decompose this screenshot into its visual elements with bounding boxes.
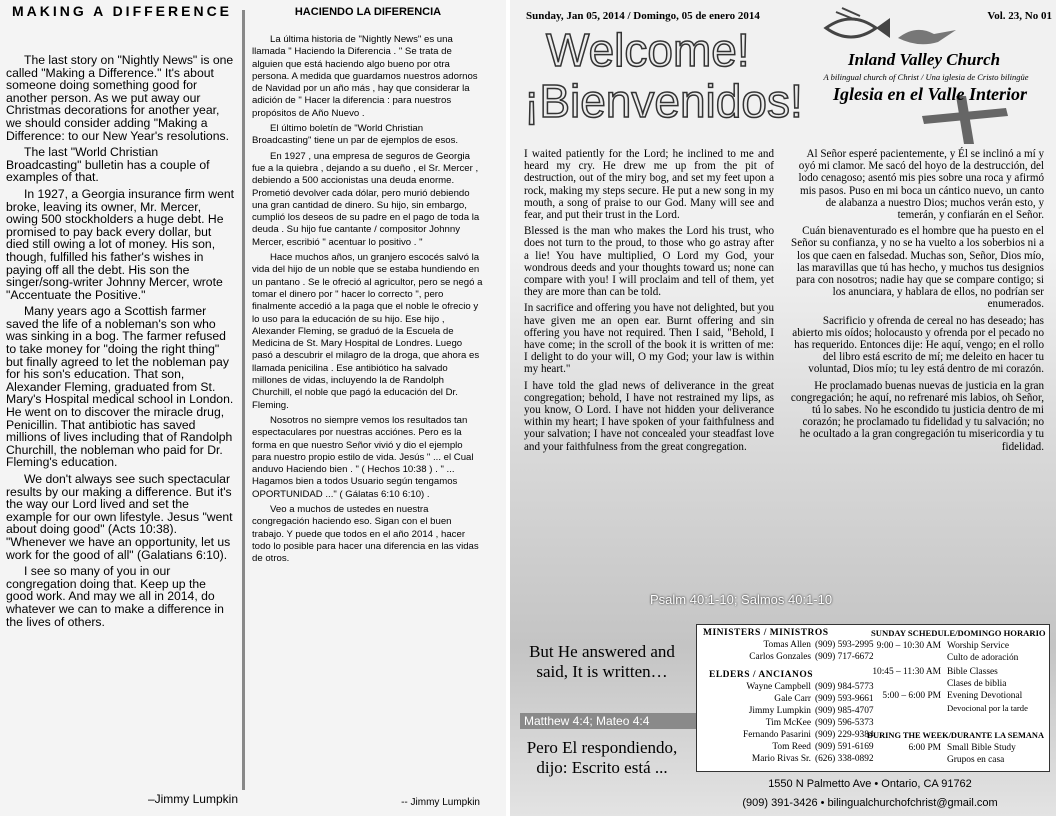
schedule-time: 9:00 – 10:30 AM	[876, 641, 941, 651]
welcome-heading: Welcome!	[546, 24, 750, 76]
elders-heading: ELDERS / ANCIANOS	[709, 670, 814, 680]
ministers-heading: MINISTERS / MINISTROS	[703, 628, 829, 638]
church-info-box	[696, 624, 1050, 772]
english-article-title: MAKING A DIFFERENCE	[11, 3, 233, 19]
dove-icon	[898, 30, 956, 44]
spanish-scripture	[790, 148, 1044, 457]
elder-name: Fernando Pasarini	[743, 730, 811, 740]
article-paragraph: The last story on "Nightly News" is one called "Making a Difference." It's about someone doing something good for another person. As we put away our Christmas decorations for another year, we should consider adding "Making a Difference: to our New Year's resolutions.	[6, 53, 234, 143]
church-name: Inland Valley Church	[848, 50, 1001, 69]
elder-name: Gale Carr	[774, 694, 811, 704]
elder-phone: (909) 984-5773	[815, 682, 874, 692]
scripture-paragraph: I have told the glad news of deliverance in the great congregation; behold, I have not restrained my lips, as you know, O Lord. I have not hidden your deliverance within my heart; I have spoken of your faithfulness and your salvation; I have not concealed your steadfast love and your faithfulness from the great congregation.	[524, 379, 774, 453]
elder-phone: (626) 338-0892	[815, 754, 874, 764]
right-page	[510, 0, 1056, 816]
schedule-time: 6:00 PM	[908, 743, 941, 753]
english-scripture	[524, 148, 774, 457]
elder-phone: (909) 596-5373	[815, 718, 874, 728]
elder-name: Tim McKee	[765, 718, 811, 728]
spanish-article-title: HACIENDO LA DIFERENCIA	[294, 6, 442, 18]
minister-phone: (909) 717-6672	[815, 652, 874, 662]
schedule-event: Bible Classes	[947, 667, 998, 677]
elder-phone: (909) 229-9384	[815, 730, 874, 740]
schedule-event-spanish: Grupos en casa	[947, 755, 1005, 765]
english-article-body	[6, 54, 234, 632]
bienvenidos-heading: ¡Bienvenidos!	[524, 75, 803, 127]
matthew-reference: Matthew 4:4; Mateo 4:4	[520, 713, 708, 729]
elder-name: Mario Rivas Sr.	[751, 754, 811, 764]
scripture-paragraph: Al Señor esperé pacientemente, y Él se inclinó a mí y oyó mi clamor. Me sacó del hoyo de la destrucción, del lodo cenagoso; asentó mis pies sobre una roca y afirmó mis pasos. Puso en mi boca un cántico nuevo, un canto de alabanza a nuestro Dios; muchos verán esto, y temerán, y confiarán en el Señor.	[798, 148, 1044, 222]
article-paragraph: We don't always see such spectacular results by our making a difference. But it's the way our Lord lived and set the example for our own lifestyle. Jesus "went about doing good" (Acts 10:38). "Whenever we have an opportunity, let us work for the good of all" (Galatians 6:10).	[6, 472, 233, 562]
article-paragraph: En 1927 , una empresa de seguros de Georgia fue a la quiebra , dejando a su dueño , el Sr. Mercer , debiendo a 500 accionistas una deuda enorme. Prometió devolver cada dólar, pero murió debiendo una gran cantidad de dinero. Su hijo, sin embargo, cumplió los deseos de su padre en el pago de toda la deuda . Su hijo fue cantante / compositor Johnny Mercer, escribió " acentuar lo positivo . "	[252, 150, 480, 248]
schedule-event: Evening Devotional	[947, 691, 1023, 701]
article-paragraph: Veo a muchos de ustedes en nuestra congregación haciendo eso. Sigan con el buen trabajo. Y puede que todos en el año 2014 , hacer todo lo posible para hacer una diferencia en las vidas de otros.	[252, 503, 479, 565]
spanish-article-body	[252, 34, 484, 568]
scripture-paragraph: Sacrificio y ofrenda de cereal no has deseado; has abierto mis oídos; holocausto y ofrenda por el pecado no has requerido. Entonces dije: He aquí, vengo; en el rollo del libro está escrito de mí; me deleito en hacer tu voluntad, Dios mío; tu ley está dentro de mi corazón.	[792, 314, 1044, 376]
article-paragraph: La última historia de "Nightly News" es una llamada " Haciendo la Diferencia . " Se trata de alguien que está haciendo algo bueno por otra persona. A medida que guardamos nuestros adornos de Navidad por un año más , hay que considerar la adición de " Hacer la diferencia : para nuestros propósitos de Año Nuevo .	[252, 34, 478, 119]
church-tagline: A bilingual church of Christ / Una iglesia de Cristo bilingüe	[823, 72, 1029, 82]
church-name-spanish: Iglesia en el Valle Interior	[832, 84, 1027, 104]
church-contact: (909) 391-3426 • bilingualchurchofchrist@gmail.com	[742, 797, 998, 809]
schedule-time: 10:45 – 11:30 AM	[872, 667, 941, 677]
article-paragraph: In 1927, a Georgia insurance firm went broke, leaving its owner, Mr. Mercer, owing 500 stockholders a huge debt. He promised to pay back every dollar, but died still owing a lot of money. His son, though, fulfilled his father's wishes in paying off all the debt. His son the singer/song-writer Johnny Mercer, wrote "Accentuate the Positive."	[6, 186, 235, 302]
quote-spanish: Pero El respondiendo, dijo: Escrito está ...	[526, 738, 678, 777]
article-paragraph: El último boletín de "World Christian Broadcasting" tiene un par de ejemplos de esos.	[252, 123, 459, 147]
scripture-paragraph: Blessed is the man who makes the Lord his trust, who does not turn to the proud, to those who go astray after a lie! You have multiplied, O Lord my God, your wondrous deeds and your thoughts toward us; none can compare with you! I will proclaim and tell of them, yet they are more than can be told.	[524, 225, 774, 299]
week-schedule-heading: DURING THE WEEK/DURANTE LA SEMANA	[867, 731, 1044, 740]
schedule-time: 5:00 – 6:00 PM	[882, 691, 941, 701]
fish-icon	[826, 8, 890, 38]
minister-phone: (909) 593-2995	[815, 640, 874, 650]
english-article-signature: –Jimmy Lumpkin	[147, 792, 238, 806]
elder-phone: (909) 591-6169	[815, 742, 874, 752]
elder-phone: (909) 985-4707	[815, 706, 874, 716]
schedule-event: Small Bible Study	[947, 743, 1016, 753]
issue-volume: Vol. 23, No 01	[987, 10, 1052, 22]
scripture-paragraph: Cuán bienaventurado es el hombre que ha puesto en el Señor su confianza, y no se ha vuelto a los soberbios ni a los que caen en falsedad. Muchas son, Señor, Dios mío, las maravillas que tú has hecho, y muchos tus designios para con nosotros; nadie hay que se compare contigo; si los anunciara, y hablara de ellos, no podrían ser enumerados.	[791, 225, 1044, 311]
article-paragraph: Nosotros no siempre vemos los resultados tan espectaculares por nuestras acciónes. Pero es la forma en que nuestro Señor vivió y dio el ejemplo para nuestro propio estilo de vida. Jesús " ... el Cual anduvo Haciendo bien . " ( Hechos 10:38 ) . " ... Hagamos bien a todos Usuario según tengamos OPORTUNIDAD ..." ( Gálatas 6:10 6:10) .	[252, 414, 474, 500]
scripture-paragraph: I waited patiently for the Lord; he inclined to me and heard my cry. He drew me up from the pit of destruction, out of the miry bog, and set my feet upon a rock, making my steps secure. He put a new song in my mouth, a song of praise to our God. Many will see and fear, and put their trust in the Lord.	[524, 148, 774, 222]
scripture-paragraph: He proclamado buenas nuevas de justicia en la gran congregación; he aquí, no refrenaré mis labios, oh Señor, tú lo sabes. No he escondido tu justicia dentro de mi corazón; he proclamado tu fidelidad y tu salvación; no he ocultado a la gran congregación tu misericordia y tu fidelidad.	[790, 379, 1044, 453]
elder-name: Tom Reed	[772, 742, 811, 752]
spanish-article-signature: -- Jimmy Lumpkin	[401, 797, 480, 808]
column-divider	[242, 10, 245, 790]
quote-english: But He answered and said, It is written…	[529, 642, 675, 681]
elder-name: Wayne Campbell	[746, 682, 811, 692]
schedule-event: Worship Service	[947, 641, 1009, 651]
elder-name: Jimmy Lumpkin	[748, 706, 811, 716]
article-paragraph: The last "World Christian Broadcasting" bulletin has a couple of examples of that.	[6, 145, 210, 185]
sunday-schedule-heading: SUNDAY SCHEDULE/DOMINGO HORARIO	[871, 628, 1046, 638]
schedule-event-spanish: Culto de adoración	[947, 653, 1019, 663]
minister-name: Carlos Gonzales	[749, 652, 811, 662]
church-address: 1550 N Palmetto Ave • Ontario, CA 91762	[768, 778, 972, 790]
article-paragraph: Hace muchos años, un granjero escocés salvó la vida del hijo de un noble que se estaba hundiendo en un pantano . Se le ofreció al agricultor, pero se negó a tomar el dinero por " hacer lo correcto ", pero finalmente accedió a la paga que el noble le ofrecio y lo uso para la educación de su hijo. Ese hijo , Alexander Fleming, se graduó de la Escuela de Medicina de St. Mary Hospital de Londres. Luego pasó a descubrir el milagro de la droga, que ahora es llamada penicilina . Ese antibiótico ha salvado millones de vidas, incluyendo la de Randolph Churchill, el noble que pagó la educación del Dr. Fleming.	[252, 252, 483, 411]
scripture-paragraph: In sacrifice and offering you have not delighted, but you have given me an open ear. Burnt offering and sin offering you have not required. Then I said, "Behold, I have come; in the scroll of the book it is written of me: I delight to do your will, O my God; your law is within my heart."	[524, 302, 774, 376]
article-paragraph: Many years ago a Scottish farmer saved the life of a nobleman's son who was sinking in a bog. The farmer refused to take money for "doing the right thing" but finally agreed to let the nobleman pay for his son's education. That son, Alexander Fleming, graduated from St. Mary's Hospital medical school in London. He went on to discover the miracle drug, Penicillin. That antibiotic has saved millions of lives including that of Randolph Churchill, the nobleman who paid for Dr. Fleming's education.	[6, 304, 234, 470]
schedule-event-spanish: Clases de biblia	[947, 679, 1007, 689]
elder-phone: (909) 593-9661	[815, 694, 874, 704]
article-paragraph: I see so many of you in our congregation doing that. Keep up the good work. And may we all in 2014, do whatever we can to make a difference in the lives of others.	[6, 564, 224, 629]
left-page	[0, 0, 506, 816]
issue-date: Sunday, Jan 05, 2014 / Domingo, 05 de enero 2014	[526, 10, 760, 22]
minister-name: Tomas Allen	[763, 640, 811, 650]
schedule-event-spanish: Devocional por la tarde	[947, 703, 1028, 713]
psalm-reference: Psalm 40:1-10; Salmos 40:1-10	[650, 592, 833, 607]
